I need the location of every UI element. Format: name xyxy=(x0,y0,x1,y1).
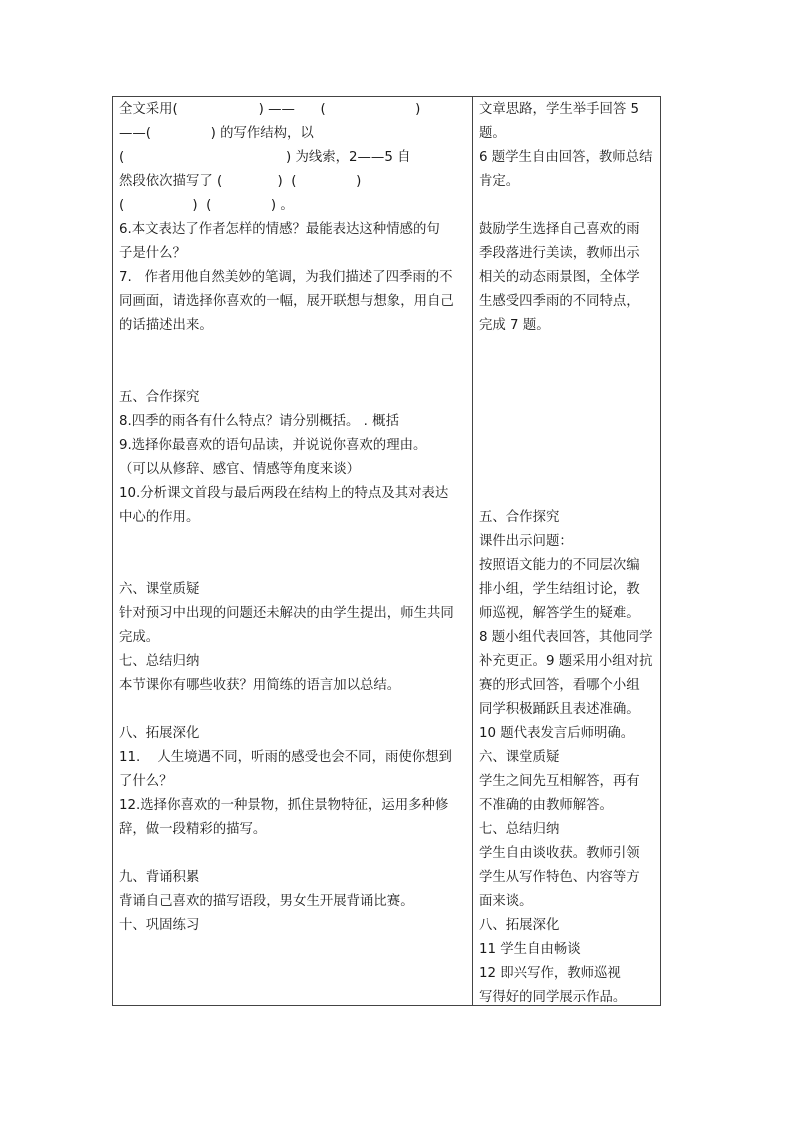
text-line: 全文采用( ) —— ( ) xyxy=(119,102,421,117)
text-line: 完成。 xyxy=(119,630,160,645)
text-line xyxy=(479,338,657,362)
text-line: 10.分析课文首段与最后两段在结构上的特点及其对表达 xyxy=(119,486,449,501)
text-line: 五、合作探究 xyxy=(119,390,200,405)
text-line: 相关的动态雨景图，全体学 xyxy=(479,270,640,285)
text-line xyxy=(479,386,657,410)
text-line: 写得好的同学展示作品。 xyxy=(479,990,627,1005)
text-line xyxy=(119,362,469,386)
teaching-activity-column xyxy=(479,98,657,1010)
text-line: ——( ) 的写作结构，以 xyxy=(119,126,314,141)
text-line: 学生自由谈收获。教师引领 xyxy=(479,846,640,861)
text-line: 11. 人生境遇不同，听雨的感受也会不同，雨使你想到 xyxy=(119,750,452,765)
text-line: 然段依次描写了 ( ) ( ) xyxy=(119,174,362,189)
text-line: 九、背诵积累 xyxy=(119,870,200,885)
text-line: 背诵自己喜欢的描写语段，男女生开展背诵比赛。 xyxy=(119,894,414,909)
teaching-content-column xyxy=(119,98,469,938)
text-line: 按照语文能力的不同层次编 xyxy=(479,558,640,573)
text-line: ( ) ( ) 。 xyxy=(119,198,294,213)
text-line: 六、课堂质疑 xyxy=(119,582,200,597)
text-line: 8.四季的雨各有什么特点？请分别概括。 . 概括 xyxy=(119,414,399,429)
text-line: 12 即兴写作，教师巡视 xyxy=(479,966,621,981)
text-line: 子是什么？ xyxy=(119,246,186,261)
text-line: 生感受四季雨的不同特点， xyxy=(479,294,640,309)
text-line: 面来谈。 xyxy=(479,894,533,909)
text-line xyxy=(479,482,657,506)
text-line: 6 题学生自由回答，教师总结 xyxy=(479,150,653,165)
text-line xyxy=(479,434,657,458)
text-line: 学生之间先互相解答，再有 xyxy=(479,774,640,789)
text-line: 的话描述出来。 xyxy=(119,318,213,333)
text-line xyxy=(119,842,469,866)
text-line: （可以从修辞、感官、情感等角度来谈） xyxy=(119,462,361,477)
text-line: 中心的作用。 xyxy=(119,510,200,525)
text-line xyxy=(479,458,657,482)
text-line: 本节课你有哪些收获？用简练的语言加以总结。 xyxy=(119,678,401,693)
text-line: 9.选择你最喜欢的语句品读，并说说你喜欢的理由。 xyxy=(119,438,427,453)
text-line xyxy=(119,554,469,578)
text-line: 季段落进行美读，教师出示 xyxy=(479,246,640,261)
text-line: 十、巩固练习 xyxy=(119,918,200,933)
text-line: 鼓励学生选择自己喜欢的雨 xyxy=(479,222,640,237)
text-line xyxy=(119,698,469,722)
text-line: 6.本文表达了作者怎样的情感？最能表达这种情感的句 xyxy=(119,222,440,237)
text-line: 10 题代表发言后师明确。 xyxy=(479,726,635,741)
text-line: 同学积极踊跃且表述准确。 xyxy=(479,702,640,717)
text-line xyxy=(119,530,469,554)
text-line: 不准确的由教师解答。 xyxy=(479,798,613,813)
text-line xyxy=(479,194,657,218)
text-line: 六、课堂质疑 xyxy=(479,750,560,765)
text-line: 8 题小组代表回答，其他同学 xyxy=(479,630,653,645)
text-line xyxy=(119,338,469,362)
text-line: 七、总结归纳 xyxy=(119,654,200,669)
text-line: 八、拓展深化 xyxy=(119,726,200,741)
text-line: 12.选择你喜欢的一种景物，抓住景物特征，运用多种修 xyxy=(119,798,449,813)
text-line: 完成 7 题。 xyxy=(479,318,550,333)
text-line xyxy=(479,362,657,386)
text-line: 题。 xyxy=(479,126,506,141)
text-line: 八、拓展深化 xyxy=(479,918,560,933)
text-line: ( ) 为线索，2——5 自 xyxy=(119,150,411,165)
text-line: 7. 作者用他自然美妙的笔调，为我们描述了四季雨的不 xyxy=(119,270,453,285)
text-line xyxy=(479,410,657,434)
text-line: 赛的形式回答，看哪个小组 xyxy=(479,678,640,693)
text-line: 七、总结归纳 xyxy=(479,822,560,837)
text-line: 文章思路，学生举手回答 5 xyxy=(479,102,640,117)
text-line: 排小组，学生结组讨论，教 xyxy=(479,582,640,597)
text-line: 五、合作探究 xyxy=(479,510,560,525)
text-line: 了什么？ xyxy=(119,774,173,789)
text-line: 11 学生自由畅谈 xyxy=(479,942,581,957)
text-line: 课件出示问题： xyxy=(479,534,573,549)
text-line: 针对预习中出现的问题还未解决的由学生提出，师生共同 xyxy=(119,606,454,621)
text-line: 学生从写作特色、内容等方 xyxy=(479,870,640,885)
text-line: 肯定。 xyxy=(479,174,520,189)
text-line: 同画面，请选择你喜欢的一幅，展开联想与想象，用自己 xyxy=(119,294,454,309)
column-divider xyxy=(472,96,473,1006)
text-line: 补充更正。9 题采用小组对抗 xyxy=(479,654,653,669)
text-line: 师巡视，解答学生的疑难。 xyxy=(479,606,640,621)
text-line: 辞，做一段精彩的描写。 xyxy=(119,822,267,837)
